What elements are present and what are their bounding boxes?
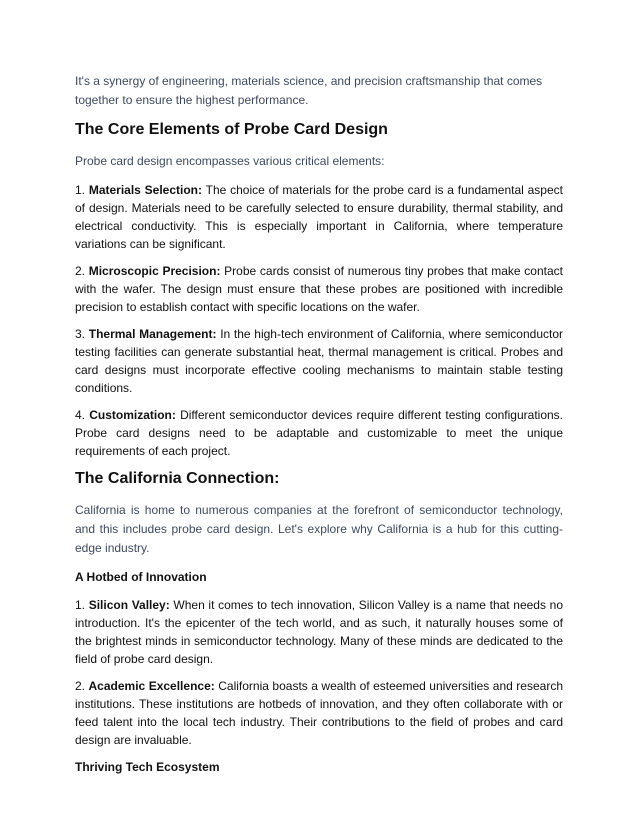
subsection-heading-thriving-tech-ecosystem: Thriving Tech Ecosystem	[75, 760, 220, 774]
section-heading-core-elements: The Core Elements of Probe Card Design	[75, 121, 388, 138]
list-item-customization	[75, 406, 563, 460]
list-item-text: When it comes to tech innovation, Silicon Valley is a name that needs no introduction. It's the epicenter of the tech world, and as such, it naturally houses some of the brightest minds in semiconductor technology. Many of these minds are dedicated to the field of probe card design.	[75, 598, 563, 666]
list-item-number: 1.	[75, 598, 86, 612]
list-item-text: Probe cards consist of numerous tiny probes that make contact with the wafer. The design must ensure that these probes are positioned with incredible precision to establish contact with specific locations on the wafer.	[75, 264, 563, 314]
list-item-term: Academic Excellence:	[88, 679, 215, 693]
list-item-term: Microscopic Precision:	[88, 264, 221, 278]
list-item-silicon-valley	[75, 596, 563, 668]
section-heading-california-connection: The California Connection:	[75, 470, 280, 487]
document-page	[75, 72, 563, 786]
list-item-number: 2.	[75, 264, 86, 278]
list-item-number: 4.	[75, 408, 86, 422]
section-lead-california-connection: California is home to numerous companies at the forefront of semiconductor technology, and this includes probe card design. Let's explore why California is a hub for this cutting-edge industry.	[75, 503, 563, 555]
list-item-text: California boasts a wealth of esteemed universities and research institutions. These institutions are hotbeds of innovation, and they often collaborate with or feed talent into the local tech industry. Their contributions to the field of probes and card design are invaluable.	[75, 679, 563, 747]
list-item-text: Different semiconductor devices require different testing configurations. Probe card designs need to be adaptable and customizable to meet the unique requirements of each project.	[75, 408, 563, 458]
intro-paragraph: It's a synergy of engineering, materials science, and precision craftsmanship that comes together to ensure the highest performance.	[75, 74, 543, 107]
list-item-term: Thermal Management:	[88, 327, 217, 341]
list-item-term: Customization:	[89, 408, 176, 422]
list-item-term: Silicon Valley:	[88, 598, 170, 612]
section-lead-core-elements: Probe card design encompasses various critical elements:	[75, 154, 385, 168]
list-item-materials-selection	[75, 181, 563, 253]
list-item-number: 3.	[75, 327, 86, 341]
list-item-thermal-management	[75, 325, 563, 397]
list-item-number: 2.	[75, 679, 86, 693]
list-item-text: In the high-tech environment of California, where semiconductor testing facilities can generate substantial heat, thermal management is critical. Probes and card designs must incorporate effective cooling mechanisms to maintain stable testing conditions.	[75, 327, 563, 395]
list-item-microscopic-precision	[75, 262, 563, 316]
list-item-text: The choice of materials for the probe card is a fundamental aspect of design. Materials need to be carefully selected to ensure durability, thermal stability, and electrical conductivity. This is especially important in California, where temperature variations can be significant.	[75, 183, 563, 251]
subsection-heading-hotbed-of-innovation: A Hotbed of Innovation	[75, 570, 207, 584]
list-item-number: 1.	[75, 183, 86, 197]
list-item-term: Materials Selection:	[88, 183, 203, 197]
list-item-academic-excellence	[75, 677, 563, 749]
